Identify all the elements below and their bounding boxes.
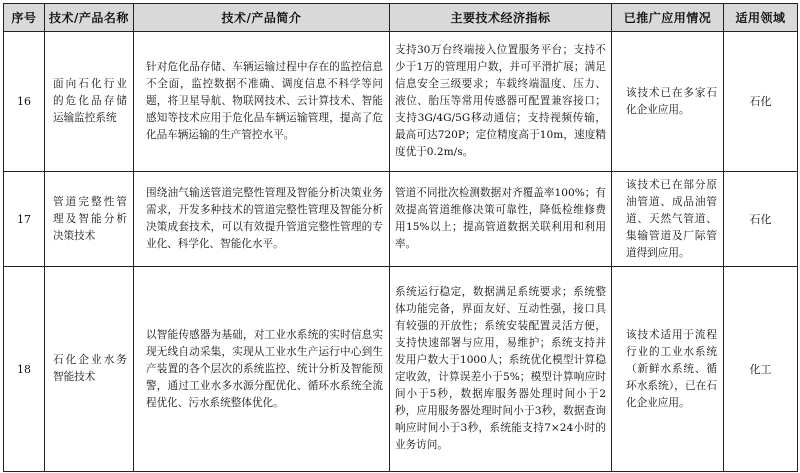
row-name: 石化企业水务智能技术 xyxy=(45,267,134,472)
row-number: 18 xyxy=(4,267,45,472)
header-intro: 技术/产品简介 xyxy=(134,4,390,32)
row-intro: 围绕油气输送管道完整性管理及智能分析决策业务需求，开发多种技术的管道完整性管理及智能分析决策成套技术，可以有效提升管道完整性管理的专业化、科学化、智能化水平。 xyxy=(134,172,390,267)
table-row xyxy=(4,267,798,472)
row-field: 石化 xyxy=(724,32,798,172)
row-application: 该技术已在部分原油管道、成品油管道、天然气管道、集输管道及厂际管道得到应用。 xyxy=(612,172,724,267)
row-indicators: 系统运行稳定，数据满足系统要求；系统整体功能完备，界面友好、互动性强，接口具有较强的开放性；系统安装配置灵活方便，支持快速部署与应用，易维护；系统支持并发用户数大于1000人；系统优化模型计算稳定收敛，计算误差小于5%；模型计算响应时间小于5秒，数据库服务器处理时间小于2秒，应用服务器处理时间小于3秒，数据查询响应时间小于3秒，系统能支持7×24小时的业务访问。 xyxy=(390,267,612,472)
row-field: 石化 xyxy=(724,172,798,267)
row-indicators: 管道不同批次检测数据对齐覆盖率100%；有效提高管道维修决策可靠性，降低检维修费用15%以上；提高管道数据关联利用和利用率。 xyxy=(390,172,612,267)
row-indicators: 支持30万台终端接入位置服务平台；支持不少于1万的管理用户数，并可平滑扩展；满足信息安全三级要求；车载终端温度、压力、液位、胎压等常用传感器可配置兼容接口；支持3G/4G/5G移动通信；支持视频传输，最高可达720P；定位精度高于10m，速度精度优于0.2m/s。 xyxy=(390,32,612,172)
header-indicators: 主要技术经济指标 xyxy=(390,4,612,32)
table-row xyxy=(4,32,798,172)
row-number: 16 xyxy=(4,32,45,172)
row-name: 面向石化行业的危化品存储运输监控系统 xyxy=(45,32,134,172)
row-intro: 以智能传感器为基础，对工业水系统的实时信息实现无线自动采集，实现从工业水生产运行中心到生产装置的各个层次的系统监控、统计分析及智能预警，通过工业水多水源分配优化、循环水系统全流程优化、污水系统整体优化。 xyxy=(134,267,390,472)
row-application: 该技术已在多家石化企业应用。 xyxy=(612,32,724,172)
header-serial: 序号 xyxy=(4,4,45,32)
header-field: 适用领域 xyxy=(724,4,798,32)
row-name: 管道完整性管理及智能分析决策技术 xyxy=(45,172,134,267)
row-application: 该技术适用于流程行业的工业水系统（新鲜水系统、循环水系统），已在石化企业应用。 xyxy=(612,267,724,472)
table-header-row xyxy=(4,4,798,32)
table-row xyxy=(4,172,798,267)
row-field: 化工 xyxy=(724,267,798,472)
tech-table xyxy=(3,3,798,472)
row-intro: 针对危化品存储、车辆运输过程中存在的监控信息不全面，监控数据不准确、调度信息不科学等问题，将卫星导航、物联网技术、云计算技术、智能感知等技术应用于危化品车辆运输管理，提高了危化品车辆运输的生产管控水平。 xyxy=(134,32,390,172)
row-number: 17 xyxy=(4,172,45,267)
header-application: 已推广应用情况 xyxy=(612,4,724,32)
header-name: 技术/产品名称 xyxy=(45,4,134,32)
